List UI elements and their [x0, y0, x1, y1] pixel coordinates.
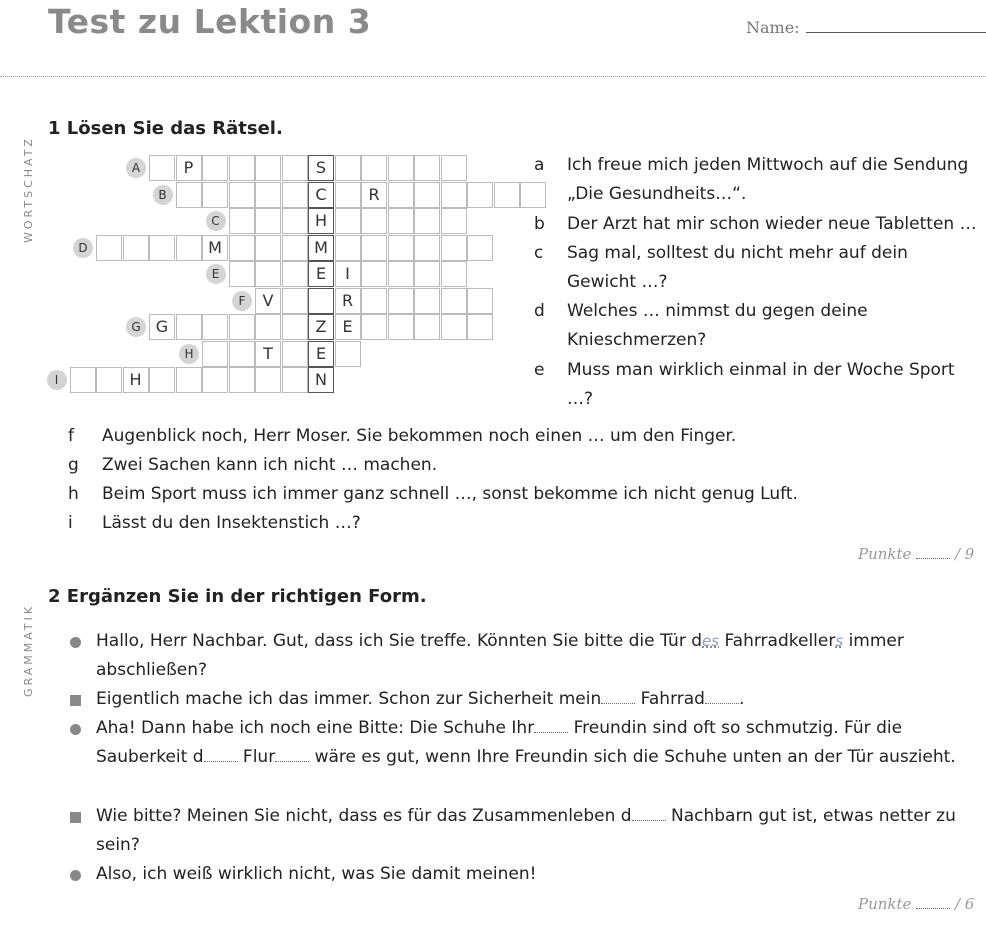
crossword-cell[interactable]: M: [308, 235, 334, 261]
clue-key: g: [68, 455, 79, 475]
crossword-cell[interactable]: [388, 155, 414, 181]
crossword-cell[interactable]: [255, 235, 281, 261]
crossword-cell[interactable]: [441, 155, 467, 181]
text-part: Freundin sind oft so schmutzig. Für die Sauberkeit d: [96, 718, 903, 767]
crossword-cell[interactable]: [229, 367, 255, 393]
divider: [0, 76, 986, 77]
clue-key: e: [534, 360, 545, 380]
crossword-cell[interactable]: [176, 314, 202, 340]
crossword-cell[interactable]: [441, 235, 467, 261]
crossword-cell[interactable]: [467, 288, 493, 314]
crossword-cell[interactable]: [335, 208, 361, 234]
clue-key: b: [534, 214, 545, 234]
crossword-cell[interactable]: [388, 182, 414, 208]
crossword-cell[interactable]: [441, 261, 467, 287]
dialog-line-2: [70, 685, 982, 714]
crossword-cell[interactable]: [361, 208, 387, 234]
crossword-cell[interactable]: [255, 208, 281, 234]
crossword-cell[interactable]: [282, 261, 308, 287]
crossword-cell[interactable]: [467, 235, 493, 261]
crossword-cell[interactable]: [96, 235, 122, 261]
score-label: Punkte: [858, 895, 912, 913]
crossword-cell[interactable]: [361, 155, 387, 181]
crossword-cell[interactable]: [255, 367, 281, 393]
crossword-cell[interactable]: C: [308, 182, 334, 208]
crossword-cell[interactable]: [414, 155, 440, 181]
blank[interactable]: [705, 702, 739, 704]
crossword-cell[interactable]: [441, 182, 467, 208]
crossword-cell[interactable]: [467, 314, 493, 340]
crossword-cell[interactable]: E: [308, 341, 334, 367]
crossword-cell[interactable]: [414, 314, 440, 340]
crossword-cell[interactable]: [202, 314, 228, 340]
clue-key: h: [68, 484, 79, 504]
crossword-cell[interactable]: [255, 314, 281, 340]
text-part: Wie bitte? Meinen Sie nicht, dass es für das Zusammenleben d: [96, 806, 632, 826]
speaker-circle-icon: [70, 870, 81, 881]
clue-key: d: [534, 301, 545, 321]
text-part: wäre es gut, wenn Ihre Freundin sich die Schuhe unten an der Tür auszieht.: [309, 747, 956, 767]
crossword-cell[interactable]: E: [335, 314, 361, 340]
score-2: [858, 895, 974, 913]
clue-text: Augenblick noch, Herr Moser. Sie bekommen noch einen … um den Finger.: [102, 426, 737, 446]
crossword-cell[interactable]: [388, 208, 414, 234]
clue-e: [534, 356, 964, 414]
answer-handwritten[interactable]: s: [835, 632, 844, 650]
row-label-badge: H: [179, 344, 199, 364]
crossword-cell[interactable]: N: [308, 367, 334, 393]
crossword-cell[interactable]: [361, 314, 387, 340]
crossword-cell[interactable]: T: [255, 341, 281, 367]
row-label-badge: I: [47, 370, 67, 390]
clue-d: [534, 297, 934, 355]
speaker-circle-icon: [70, 637, 81, 648]
name-field[interactable]: [806, 32, 986, 33]
crossword-cell[interactable]: [388, 288, 414, 314]
crossword-cell[interactable]: [149, 367, 175, 393]
crossword-cell[interactable]: [255, 182, 281, 208]
crossword-cell[interactable]: [441, 288, 467, 314]
clue-h: [68, 480, 978, 509]
dialog-line-1: [70, 627, 982, 685]
row-label-badge: E: [206, 264, 226, 284]
score-1: [858, 545, 974, 563]
crossword-cell[interactable]: S: [308, 155, 334, 181]
text-part: Flur: [237, 747, 276, 767]
crossword-cell[interactable]: [282, 288, 308, 314]
crossword-cell[interactable]: [176, 367, 202, 393]
score-max: / 6: [954, 895, 975, 913]
crossword-cell[interactable]: [229, 261, 255, 287]
crossword-cell[interactable]: R: [361, 182, 387, 208]
crossword-cell[interactable]: [282, 208, 308, 234]
score-max: / 9: [954, 545, 975, 563]
crossword-cell[interactable]: [388, 235, 414, 261]
section1-heading: 1 Lösen Sie das Rätsel.: [48, 118, 283, 139]
clue-text: Der Arzt hat mir schon wieder neue Tabletten …: [567, 214, 977, 234]
clue-b: [534, 210, 986, 239]
row-label-badge: G: [126, 317, 146, 337]
clue-key: a: [534, 155, 545, 175]
crossword-cell[interactable]: [335, 182, 361, 208]
side-label-wortschatz: WORTSCHATZ: [22, 136, 35, 243]
text-part: Aha! Dann habe ich noch eine Bitte: Die Schuhe Ihr: [96, 718, 535, 738]
crossword-cell[interactable]: [202, 155, 228, 181]
crossword-cell[interactable]: [282, 367, 308, 393]
crossword-cell[interactable]: [282, 182, 308, 208]
speaker-circle-icon: [70, 724, 81, 735]
crossword-cell[interactable]: H: [308, 208, 334, 234]
score-blank[interactable]: [916, 907, 950, 909]
text-part: Fahrradkeller: [719, 631, 836, 651]
crossword-cell[interactable]: I: [335, 261, 361, 287]
text-part: Hallo, Herr Nachbar. Gut, dass ich Sie treffe. Könnten Sie bitte die Tür d: [96, 631, 702, 651]
clue-key: i: [68, 513, 73, 533]
dialog-line-3: [70, 714, 982, 772]
clue-text: Sag mal, solltest du nicht mehr auf dein Gewicht …?: [567, 243, 908, 292]
crossword-cell[interactable]: [176, 235, 202, 261]
crossword-cell[interactable]: [229, 314, 255, 340]
crossword-cell[interactable]: [335, 341, 361, 367]
crossword-cell[interactable]: M: [202, 235, 228, 261]
crossword-cell[interactable]: [255, 155, 281, 181]
blank[interactable]: [275, 760, 309, 762]
crossword-cell[interactable]: [176, 182, 202, 208]
crossword-cell[interactable]: [467, 182, 493, 208]
speaker-square-icon: [70, 695, 81, 706]
crossword-cell[interactable]: [229, 341, 255, 367]
crossword-cell[interactable]: [282, 341, 308, 367]
crossword-cell[interactable]: [388, 314, 414, 340]
blank[interactable]: [632, 819, 666, 821]
crossword-cell[interactable]: E: [308, 261, 334, 287]
crossword-cell[interactable]: V: [255, 288, 281, 314]
page-title: Test zu Lektion 3: [48, 2, 372, 41]
crossword-cell[interactable]: [361, 261, 387, 287]
crossword-cell[interactable]: [441, 314, 467, 340]
text-part: Fahrrad: [635, 689, 705, 709]
section2-heading: 2 Ergänzen Sie in der richtigen Form.: [48, 586, 427, 607]
clue-c: [534, 239, 964, 297]
row-label-badge: C: [206, 211, 226, 231]
crossword-cell[interactable]: [229, 155, 255, 181]
crossword-cell[interactable]: R: [335, 288, 361, 314]
crossword-cell[interactable]: [335, 155, 361, 181]
crossword-cell[interactable]: [123, 235, 149, 261]
clue-i: [68, 509, 978, 538]
crossword-cell[interactable]: H: [123, 367, 149, 393]
row-label-badge: D: [73, 238, 93, 258]
text-part: Nachbarn gut ist, etwas netter zu sein?: [96, 806, 956, 855]
crossword-cell[interactable]: [335, 235, 361, 261]
clue-text: Lässt du den Insektenstich …?: [102, 513, 361, 533]
clue-key: c: [534, 243, 544, 263]
crossword-cell[interactable]: [441, 208, 467, 234]
blank[interactable]: [601, 702, 635, 704]
crossword-cell[interactable]: Z: [308, 314, 334, 340]
clue-text: Beim Sport muss ich immer ganz schnell …, sonst bekomme ich nicht genug Luft.: [102, 484, 798, 504]
row-label-badge: B: [153, 185, 173, 205]
speaker-square-icon: [70, 812, 81, 823]
crossword-cell[interactable]: [361, 235, 387, 261]
text-part: Also, ich weiß wirklich nicht, was Sie damit meinen!: [96, 864, 537, 884]
crossword-cell[interactable]: [202, 182, 228, 208]
crossword-cell[interactable]: [414, 182, 440, 208]
crossword-cell[interactable]: [282, 235, 308, 261]
text-part: immer abschließen?: [96, 631, 904, 680]
crossword-cell[interactable]: [202, 367, 228, 393]
crossword-cell[interactable]: [361, 288, 387, 314]
crossword-cell[interactable]: [96, 367, 122, 393]
clue-text: Welches … nimmst du gegen deine Knieschmerzen?: [567, 301, 868, 350]
crossword-cell[interactable]: [229, 208, 255, 234]
crossword-cell[interactable]: [308, 288, 334, 314]
crossword-cell[interactable]: [255, 261, 281, 287]
clue-key: f: [68, 426, 74, 446]
crossword-cell[interactable]: [202, 341, 228, 367]
crossword-cell[interactable]: [149, 155, 175, 181]
crossword-cell[interactable]: G: [149, 314, 175, 340]
crossword-cell[interactable]: [70, 367, 96, 393]
clue-text: Muss man wirklich einmal in der Woche Sport …?: [567, 360, 955, 409]
blank[interactable]: [534, 731, 568, 733]
crossword-cell[interactable]: [414, 208, 440, 234]
dialog-line-4: [70, 802, 982, 860]
crossword-cell[interactable]: [229, 235, 255, 261]
crossword-cell[interactable]: [414, 261, 440, 287]
clue-a: [534, 151, 984, 209]
crossword-cell[interactable]: [282, 314, 308, 340]
blank[interactable]: [204, 760, 238, 762]
crossword-cell[interactable]: [149, 235, 175, 261]
clue-g: [68, 451, 978, 480]
answer-handwritten[interactable]: es: [702, 632, 720, 650]
text-part: .: [738, 689, 745, 709]
dialog-line-5: [70, 860, 982, 889]
text-part: Eigentlich mache ich das immer. Schon zur Sicherheit mein: [96, 689, 602, 709]
crossword-cell[interactable]: [229, 182, 255, 208]
crossword-cell[interactable]: [414, 235, 440, 261]
clue-text: Zwei Sachen kann ich nicht … machen.: [102, 455, 438, 475]
crossword-cell[interactable]: [494, 182, 520, 208]
clue-text: Ich freue mich jeden Mittwoch auf die Sendung „Die Gesundheits…“.: [567, 155, 969, 204]
row-label-badge: F: [232, 291, 252, 311]
crossword-cell[interactable]: [388, 261, 414, 287]
crossword-cell[interactable]: P: [176, 155, 202, 181]
name-label: Name:: [746, 18, 800, 37]
score-blank[interactable]: [916, 557, 950, 559]
crossword-cell[interactable]: [414, 288, 440, 314]
clue-f: [68, 422, 978, 451]
side-label-grammatik: GRAMMATIK: [22, 603, 35, 697]
score-label: Punkte: [858, 545, 912, 563]
row-label-badge: A: [126, 158, 146, 178]
crossword-cell[interactable]: [282, 155, 308, 181]
